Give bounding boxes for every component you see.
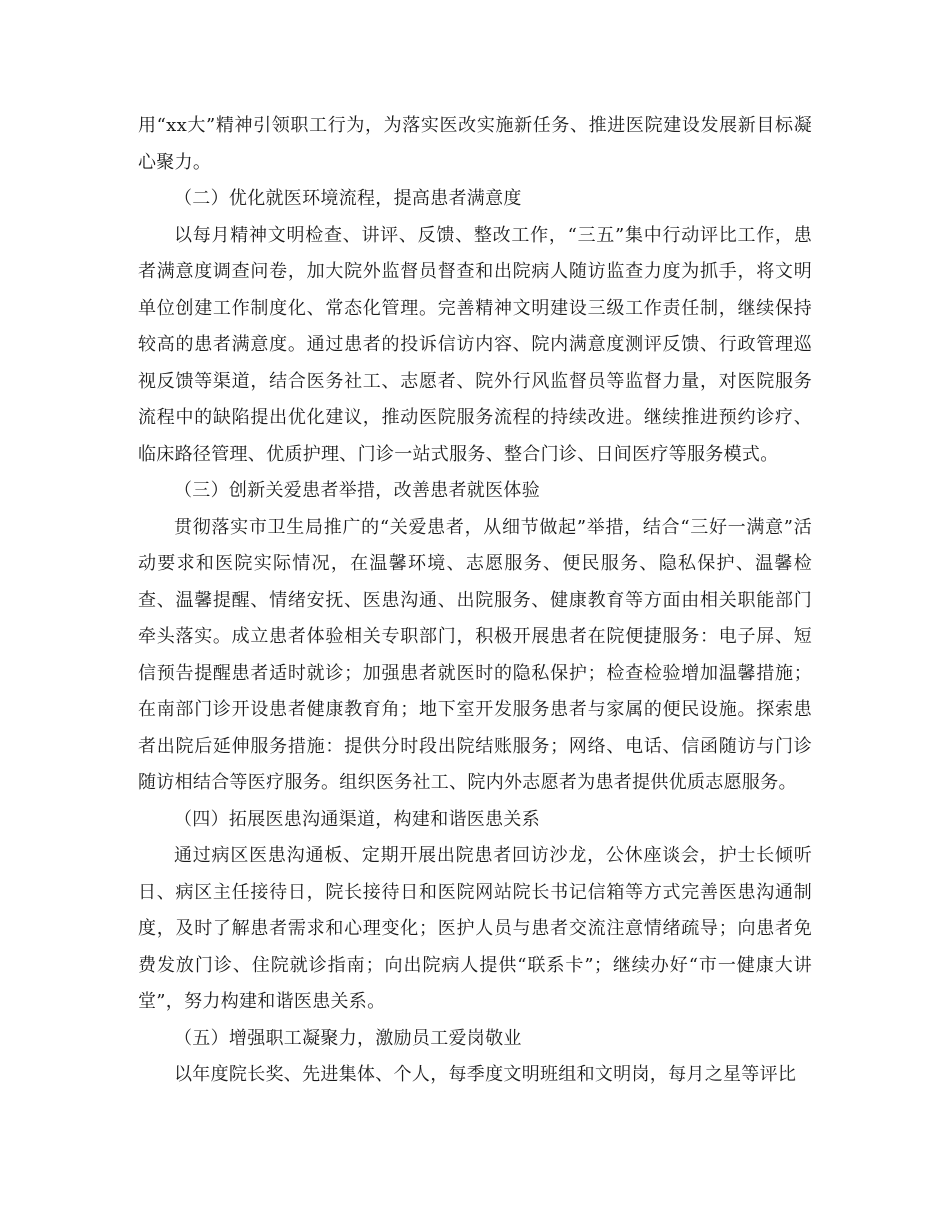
paragraph-section-2: 以每月精神文明检查、讲评、反馈、整改工作，“三五”集中行动评比工作，患者满意度调查问卷，加大院外监督员督查和出院病人随访监查力度为抓手，将文明单位创建工作制度化、常态化管理。完善精神文明建设三级工作责任制，继续保持较高的患者满意度。通过患者的投诉信访内容、院内满意度测评反馈、行政管理巡视反馈等渠道，结合医务社工、志愿者、院外行风监督员等监督力量，对医院服务流程中的缺陷提出优化建议，推动医院服务流程的持续改进。继续推进预约诊疗、临床路径管理、优质护理、门诊一站式服务、整合门诊、日间医疗等服务模式。 xyxy=(138,224,812,465)
section-heading-2: （二）优化就医环境流程，提高患者满意度 xyxy=(174,188,522,209)
paragraph-section-3: 贯彻落实市卫生局推广的“关爱患者，从细节做起”举措，结合“三好一满意”活动要求和医院实际情况，在温馨环境、志愿服务、便民服务、隐私保护、温馨检查、温馨提醒、情绪安抚、医患沟通、出院服务、健康教育等方面由相关职能部门牵头落实。成立患者体验相关专职部门，积极开展患者在院便捷服务：电子屏、短信预告提醒患者适时就诊；加强患者就医时的隐私保护；检查检验增加温馨措施；在南部门诊开设患者健康教育角；地下室开发服务患者与家属的便民设施。探索患者出院后延伸服务措施：提供分时段出院结账服务；网络、电话、信函随访与门诊随访相结合等医疗服务。组织医务社工、院内外志愿者为患者提供优质志愿服务。 xyxy=(138,516,812,793)
document-body xyxy=(138,108,812,1094)
paragraph-continuation: 用“xx大”精神引领职工行为，为落实医改实施新任务、推进医院建设发展新目标凝心聚力。 xyxy=(138,115,812,173)
paragraph-section-5: 以年度院长奖、先进集体、个人，每季度文明班组和文明岗，每月之星等评比 xyxy=(174,1064,797,1085)
section-heading-3: （三）创新关爱患者举措，改善患者就医体验 xyxy=(174,480,540,501)
paragraph-section-4: 通过病区医患沟通板、定期开展出院患者回访沙龙，公休座谈会，护士长倾听日、病区主任接待日，院长接待日和医院网站院长书记信箱等方式完善医患沟通制度，及时了解患者需求和心理变化；医护人员与患者交流注意情绪疏导；向患者免费发放门诊、住院就诊指南；向出院病人提供“联系卡”；继续办好“市一健康大讲堂”，努力构建和谐医患关系。 xyxy=(138,845,812,1012)
section-heading-4: （四）拓展医患沟通渠道，构建和谐医患关系 xyxy=(174,808,540,830)
section-heading-5: （五）增强职工凝聚力，激励员工爱岗敬业 xyxy=(174,1027,522,1049)
